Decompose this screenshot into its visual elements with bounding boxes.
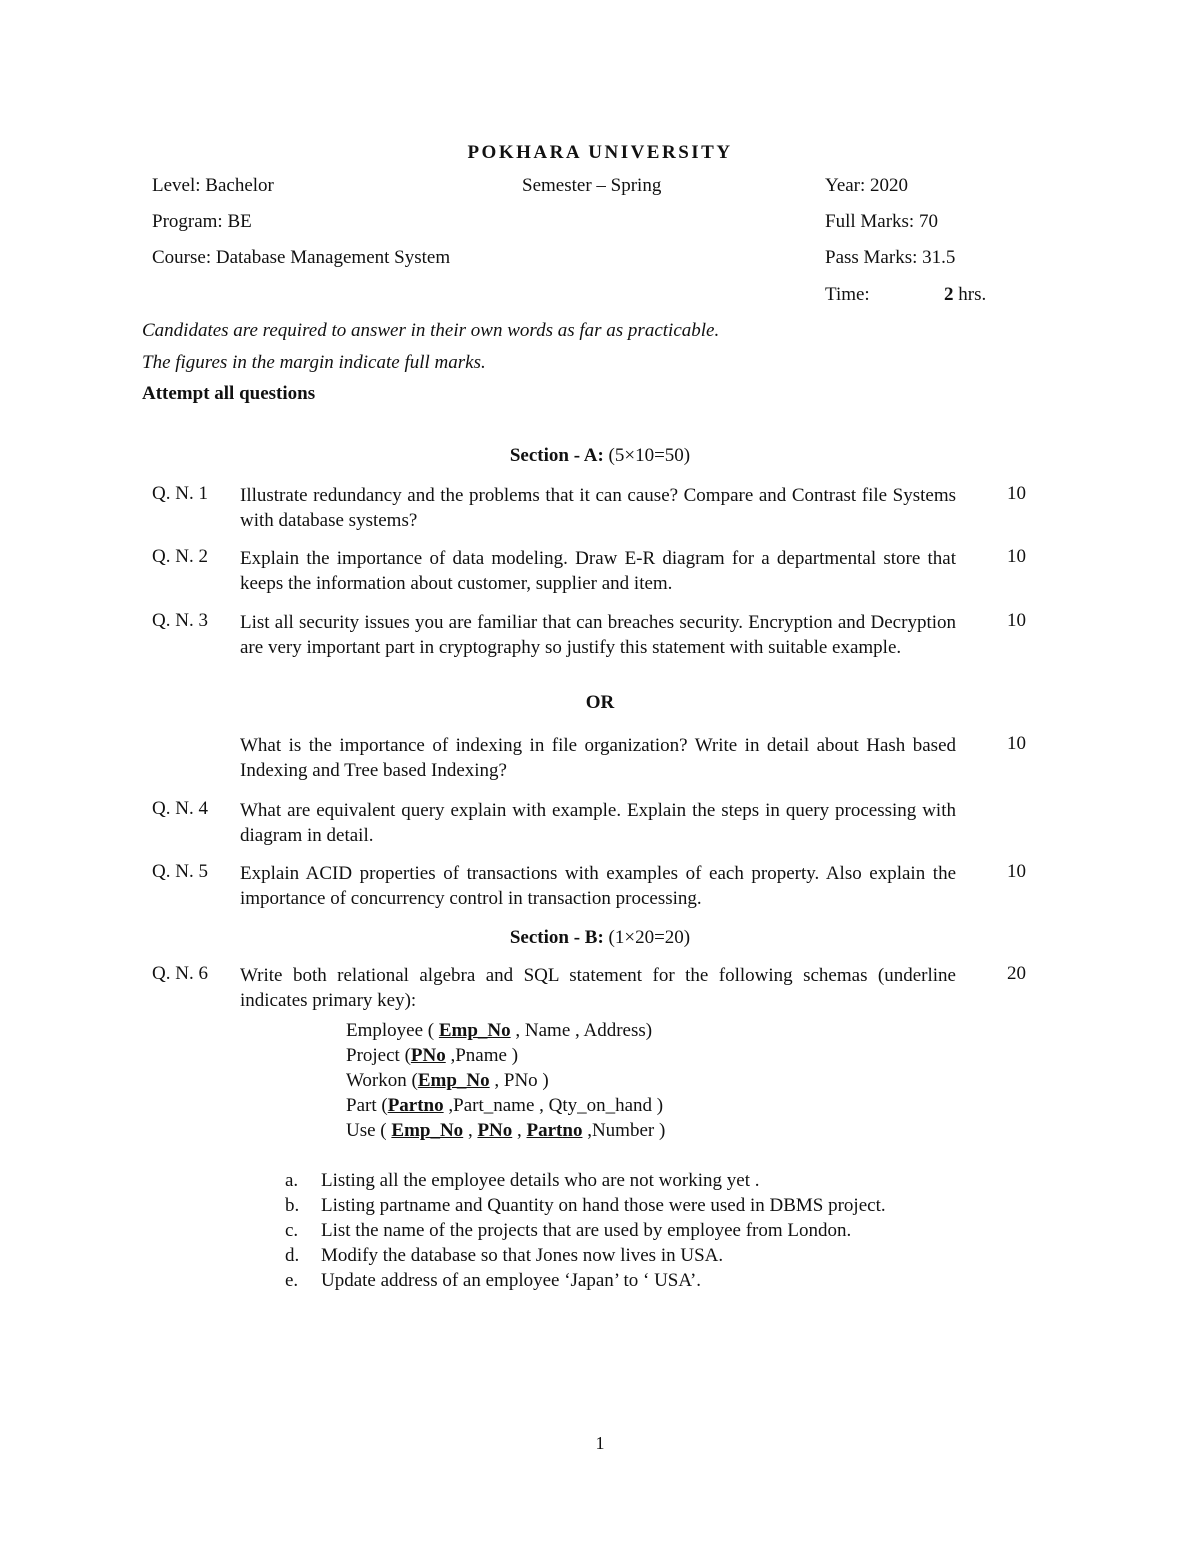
subquestion-text: Listing all the employee details who are not working yet . <box>321 1170 760 1191</box>
schema-workon <box>346 1068 665 1093</box>
time-field <box>944 284 986 306</box>
subquestion-text: List the name of the projects that are used by employee from London. <box>321 1220 852 1241</box>
instruction-attempt-all: Attempt all questions <box>142 383 316 404</box>
university-title: POKHARA UNIVERSITY <box>467 142 733 163</box>
question-number: Q. N. 4 <box>152 798 208 819</box>
schema-prefix: Project ( <box>346 1045 411 1066</box>
primary-key: Partno <box>526 1120 583 1141</box>
schema-rest: ,Pname ) <box>445 1045 519 1066</box>
instruction-margin-marks: The figures in the margin indicate full marks. <box>142 352 486 373</box>
question-text: What is the importance of indexing in file organization? Write in detail about Hash based Indexing and Tree based Indexing? <box>240 735 956 781</box>
primary-key: Emp_No <box>438 1020 511 1041</box>
question-number: Q. N. 1 <box>152 483 208 504</box>
question-marks: 10 <box>1007 483 1026 504</box>
schema-rest: ,Number ) <box>582 1120 666 1141</box>
subquestion-letter: c. <box>285 1220 299 1241</box>
subquestion-text: Listing partname and Quantity on hand those were used in DBMS project. <box>321 1195 886 1216</box>
level-field: Level: Bachelor <box>152 175 274 196</box>
schema-separator: , <box>512 1120 527 1141</box>
subquestion-text: Modify the database so that Jones now lives in USA. <box>321 1245 724 1266</box>
primary-key: PNo <box>410 1045 446 1066</box>
subquestion-letter: e. <box>285 1270 299 1291</box>
subquestion-letter: b. <box>285 1195 300 1216</box>
course-field: Course: Database Management System <box>152 247 451 268</box>
section-a-heading <box>0 445 1200 467</box>
primary-key: Partno <box>387 1095 444 1116</box>
primary-key: Emp_No <box>417 1070 490 1091</box>
question-marks: 10 <box>1007 546 1026 567</box>
subquestion-letter: d. <box>285 1245 300 1266</box>
question-marks: 10 <box>1007 733 1026 754</box>
instruction-own-words: Candidates are required to answer in their own words as far as practicable. <box>142 320 720 341</box>
subquestion-text: Update address of an employee ‘Japan’ to ‘ USA’. <box>321 1270 702 1291</box>
schema-employee <box>346 1018 665 1043</box>
schema-separator: , <box>463 1120 478 1141</box>
full-marks-field: Full Marks: 70 <box>825 211 938 232</box>
question-text: Explain the importance of data modeling. Draw E-R diagram for a departmental store that keeps the information about customer, supplier and item. <box>240 548 956 594</box>
pass-marks-field: Pass Marks: 31.5 <box>825 247 956 268</box>
time-label: Time: <box>825 284 870 305</box>
primary-key: Emp_No <box>391 1120 464 1141</box>
question-marks: 10 <box>1007 610 1026 631</box>
question-text: List all security issues you are familiar that can breaches security. Encryption and Decryption are very important part in cryptography so justify this statement with suitable example. <box>240 612 956 658</box>
schema-prefix: Employee ( <box>346 1020 439 1041</box>
question-marks: 20 <box>1007 963 1026 984</box>
program-field: Program: BE <box>152 211 252 232</box>
question-text: Explain ACID properties of transactions with examples of each property. Also explain the importance of concurrency control in transaction processing. <box>240 863 956 909</box>
page-number: 1 <box>595 1433 605 1453</box>
subquestion-letter: a. <box>285 1170 299 1191</box>
year-field: Year: 2020 <box>825 175 909 196</box>
question-text: Illustrate redundancy and the problems that it can cause? Compare and Contrast file Systems with database systems? <box>240 485 956 531</box>
schema-project <box>346 1043 665 1068</box>
question-number: Q. N. 3 <box>152 610 208 631</box>
schema-prefix: Part ( <box>346 1095 388 1116</box>
or-separator: OR <box>585 692 615 713</box>
schema-list <box>346 1018 665 1143</box>
schema-use <box>346 1118 665 1143</box>
section-b-heading <box>0 927 1200 949</box>
time-value: 2 <box>944 284 954 305</box>
schema-prefix: Workon ( <box>346 1070 418 1091</box>
semester-field: Semester – Spring <box>522 175 662 196</box>
schema-rest: , PNo ) <box>489 1070 549 1091</box>
question-text: What are equivalent query explain with example. Explain the steps in query processing with diagram in detail. <box>240 800 956 846</box>
question-text: Write both relational algebra and SQL statement for the following schemas (underline indicates primary key): <box>240 965 956 1011</box>
question-marks: 10 <box>1007 861 1026 882</box>
schema-rest: ,Part_name , Qty_on_hand ) <box>443 1095 664 1116</box>
section-a-title: Section - A: <box>509 445 609 466</box>
section-a-marks: (5×10=50) <box>608 445 691 466</box>
section-b-title: Section - B: <box>509 927 609 948</box>
question-number: Q. N. 2 <box>152 546 208 567</box>
schema-prefix: Use ( <box>346 1120 392 1141</box>
section-b-marks: (1×20=20) <box>608 927 691 948</box>
question-number: Q. N. 6 <box>152 963 208 984</box>
time-unit: hrs. <box>953 284 987 305</box>
schema-rest: , Name , Address) <box>510 1020 653 1041</box>
schema-part <box>346 1093 665 1118</box>
question-number: Q. N. 5 <box>152 861 208 882</box>
primary-key: PNo <box>477 1120 513 1141</box>
